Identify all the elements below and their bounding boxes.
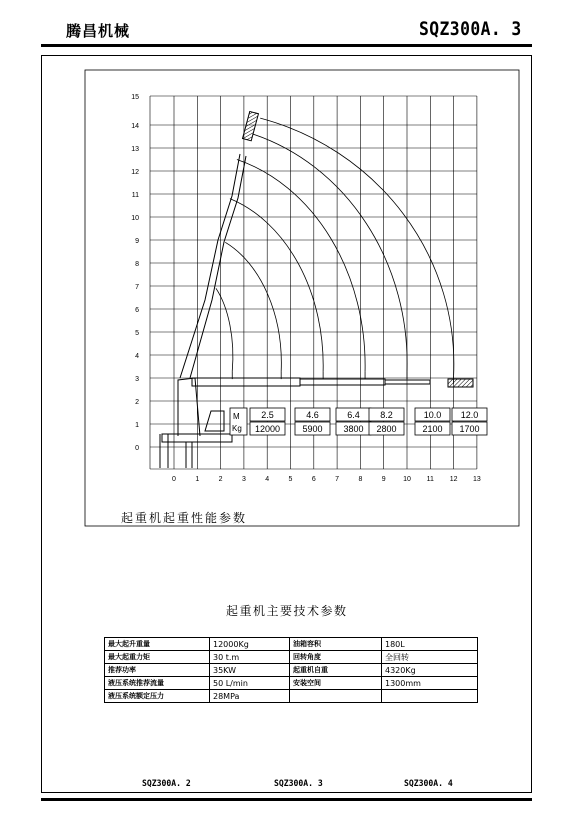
y-tick-label: 6 — [135, 307, 139, 314]
spec-row — [105, 677, 478, 690]
load-arc — [216, 288, 233, 371]
x-tick-label: 4 — [265, 476, 270, 483]
spec-label: 起重机自重 — [290, 664, 382, 677]
footer-link-current[interactable]: SQZ300A. 3 — [274, 779, 323, 789]
x-tick-label: 8 — [358, 476, 363, 483]
spec-label: 最大起重力矩 — [105, 651, 210, 664]
y-tick-label: 15 — [131, 94, 139, 101]
radius-label: 8.2 — [380, 410, 393, 420]
radius-label: 6.4 — [347, 410, 360, 420]
load-label: 12000 — [254, 424, 281, 434]
load-block-vertical — [243, 111, 259, 140]
load-arc — [253, 134, 407, 371]
crane-leg — [186, 442, 192, 468]
y-tick-label: 14 — [131, 123, 139, 130]
load-block-horizontal — [448, 379, 473, 387]
spec-label: 安装空间 — [290, 677, 382, 690]
y-tick-label: 5 — [135, 330, 139, 337]
spec-value: 28MPa — [210, 690, 290, 703]
x-tick-label: 12 — [449, 476, 458, 483]
spec-row — [105, 690, 478, 703]
load-label: 5900 — [302, 424, 323, 434]
specs-title: 起重机主要技术参数 — [226, 604, 348, 618]
load-label: 2800 — [376, 424, 397, 434]
spec-value: 1300mm — [382, 677, 478, 690]
load-radius-arcs — [216, 118, 454, 384]
brand-title: 腾昌机械 — [66, 22, 131, 40]
spec-value: 4320Kg — [382, 664, 478, 677]
x-tick-label: 1 — [195, 476, 200, 483]
load-arc — [237, 160, 365, 372]
x-tick-label: 2 — [218, 476, 223, 483]
x-tick-label: 9 — [381, 476, 386, 483]
x-tick-label: 5 — [288, 476, 293, 483]
load-arc — [260, 118, 454, 376]
spec-value: 30 t.m — [210, 651, 290, 664]
x-tick-label: 11 — [426, 476, 434, 483]
spec-row — [105, 651, 478, 664]
y-tick-label: 3 — [135, 376, 139, 383]
x-tick-label: 6 — [311, 476, 316, 483]
chart-caption: 起重机起重性能参数 — [121, 511, 248, 525]
crane-column — [178, 378, 200, 436]
spec-label: 油箱容积 — [290, 638, 382, 651]
spec-value — [382, 690, 478, 703]
load-label: 2100 — [422, 424, 443, 434]
spec-label: 回转角度 — [290, 651, 382, 664]
y-tick-label: 11 — [131, 192, 139, 199]
spec-row — [105, 664, 478, 677]
y-tick-label: 4 — [135, 353, 139, 360]
x-tick-label: 7 — [335, 476, 340, 483]
spec-row — [105, 638, 478, 651]
load-label: 1700 — [459, 424, 480, 434]
y-tick-label: 0 — [135, 445, 139, 452]
y-tick-label: 13 — [131, 146, 139, 153]
y-tick-label: 8 — [135, 261, 139, 268]
x-tick-label: 10 — [403, 476, 411, 483]
y-tick-label: 10 — [131, 215, 139, 222]
row-label-m: M — [233, 412, 240, 421]
specs-table — [104, 637, 478, 703]
x-axis-labels — [172, 476, 481, 483]
spec-label: 推荐功率 — [105, 664, 210, 677]
x-tick-label: 0 — [172, 476, 176, 483]
radius-label: 4.6 — [306, 410, 319, 420]
crane-pump — [205, 411, 224, 431]
model-title: SQZ300A. 3 — [419, 18, 522, 40]
spec-value: 180L — [382, 638, 478, 651]
crane-base — [160, 434, 232, 468]
row-label-kg: Kg — [232, 424, 242, 433]
spec-label — [290, 690, 382, 703]
load-arc — [225, 242, 281, 371]
y-tick-label: 1 — [135, 422, 139, 429]
spec-label: 液压系统额定压力 — [105, 690, 210, 703]
footer-link-next[interactable]: SQZ300A. 4 — [404, 779, 453, 789]
y-tick-label: 9 — [135, 238, 139, 245]
radius-label: 2.5 — [261, 410, 274, 420]
footer-link-prev[interactable]: SQZ300A. 2 — [142, 779, 191, 789]
y-tick-label: 7 — [135, 284, 139, 291]
crane-boom-stowed — [192, 378, 430, 386]
y-axis-labels — [131, 94, 139, 452]
y-tick-label: 12 — [131, 169, 139, 176]
footer-rule — [41, 798, 532, 801]
y-tick-label: 2 — [135, 399, 139, 406]
spec-value: 35KW — [210, 664, 290, 677]
load-table-boxes — [230, 408, 487, 435]
crane-boom-raised-a — [180, 154, 240, 378]
x-tick-label: 3 — [241, 476, 246, 483]
spec-label: 最大起升重量 — [105, 638, 210, 651]
spec-value: 12000Kg — [210, 638, 290, 651]
radius-label: 10.0 — [423, 410, 442, 420]
x-tick-label: 13 — [473, 476, 481, 483]
spec-value: 全回转 — [382, 651, 478, 664]
spec-label: 液压系统推荐流量 — [105, 677, 210, 690]
load-label: 3800 — [343, 424, 364, 434]
crane-boom-raised-b — [190, 156, 246, 378]
spec-value: 50 L/min — [210, 677, 290, 690]
radius-label: 12.0 — [460, 410, 479, 420]
